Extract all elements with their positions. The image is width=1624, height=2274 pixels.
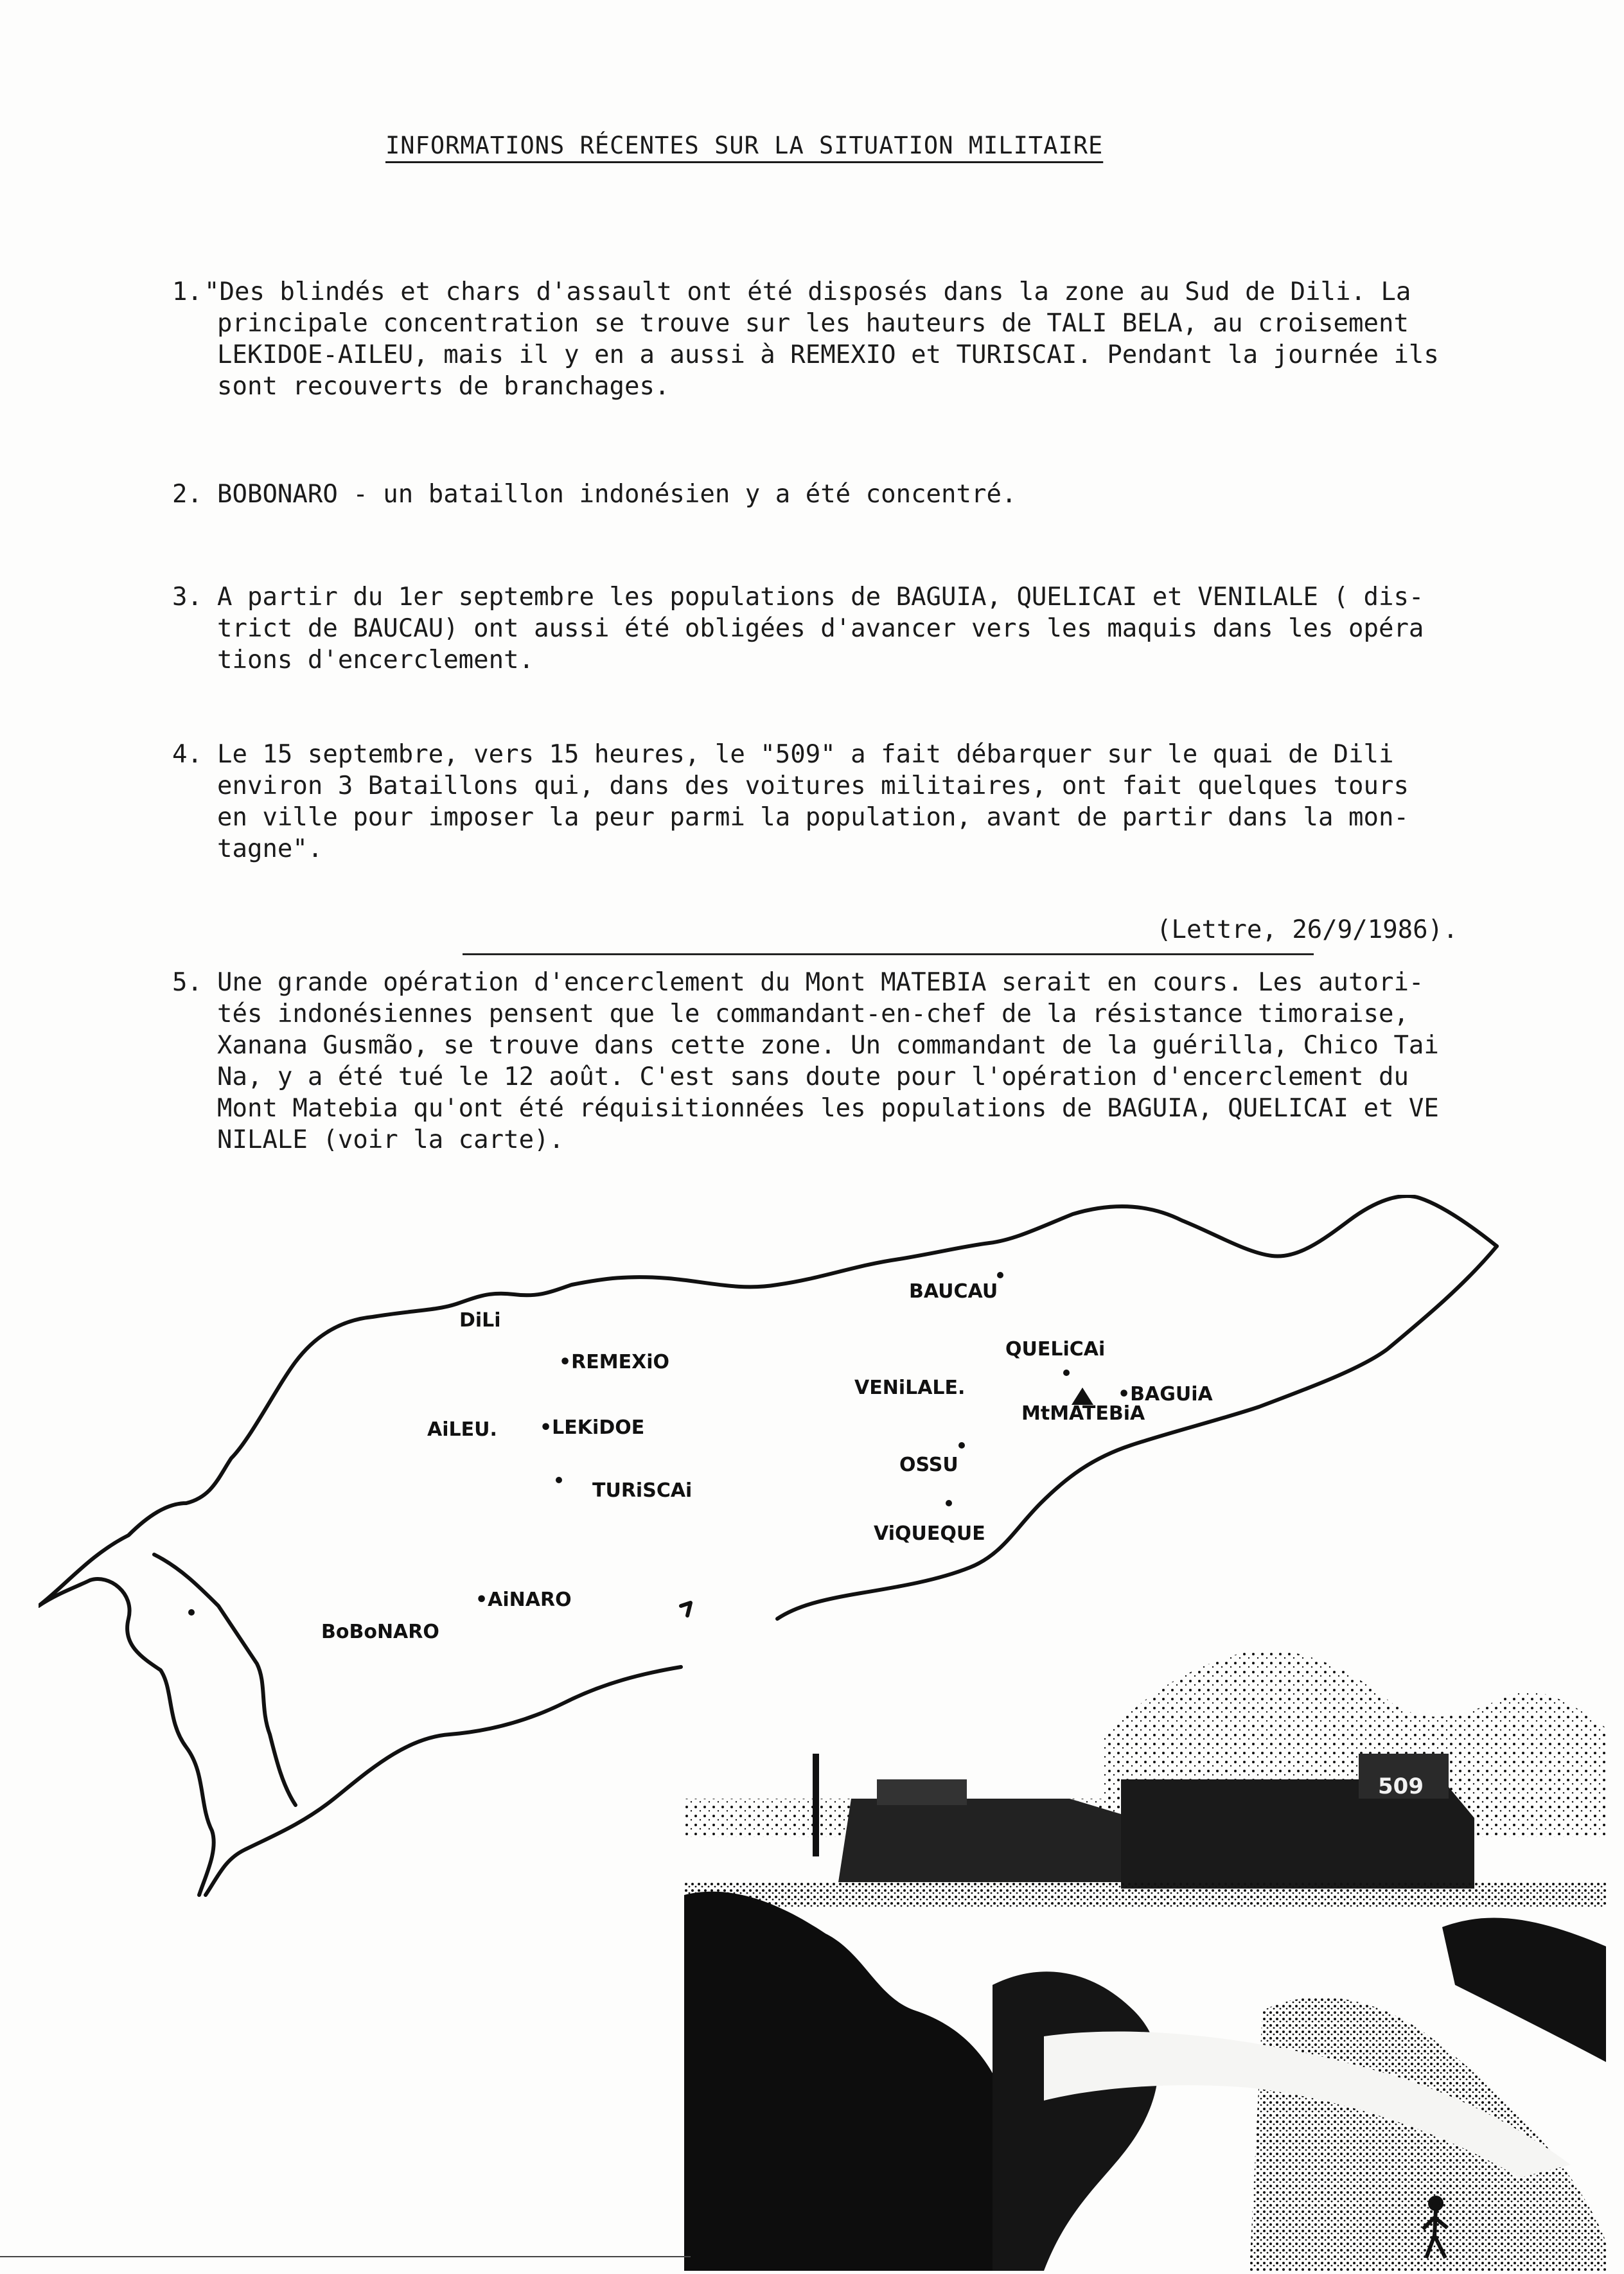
paragraph-line: sont recouverts de branchages.: [217, 372, 670, 401]
paragraph-line: principale concentration se trouve sur les hauteurs de TALI BELA, au croisement: [217, 309, 1409, 338]
town-dot: [997, 1272, 1003, 1278]
paragraph-line: tés indonésiennes pensent que le commandant-en-chef de la résistance timoraise,: [217, 1000, 1409, 1028]
paragraph-3: [172, 581, 1424, 676]
town-dot: [1063, 1370, 1070, 1376]
ship-hull-left: [838, 1799, 1134, 1882]
paragraph-line: environ 3 Bataillons qui, dans des voitures militaires, ont fait quelques tours: [217, 771, 1409, 800]
south-coastline-west: [206, 1667, 681, 1895]
map-label-dili: DiLi: [459, 1309, 501, 1332]
map-label-bobonaro: BoBoNARO: [321, 1621, 439, 1643]
paragraph-line: Le 15 septembre, vers 15 heures, le "509" a fait débarquer sur le quai de Dili: [217, 740, 1394, 769]
paragraph-line: Mont Matebia qu'ont été réquisitionnées les populations de BAGUIA, QUELICAI et VE: [217, 1094, 1439, 1123]
paragraph-line: tions d'encerclement.: [217, 646, 534, 674]
bottom-edge-line: [0, 2256, 691, 2257]
map-label-viqueque: ViQUEQUE: [874, 1522, 985, 1545]
map-label-ainaro: •AiNARO: [475, 1589, 572, 1611]
paragraph-number: 2.: [172, 480, 202, 509]
map-label-remexio: •REMEXiO: [559, 1351, 670, 1373]
paragraph-line: en ville pour imposer la peur parmi la population, avant de partir dans la mon-: [217, 803, 1409, 832]
paragraph-line: tagne".: [217, 834, 323, 863]
town-dot: [958, 1442, 965, 1449]
map-label-venilale: VENiLALE.: [854, 1377, 966, 1399]
signature: (Lettre, 26/9/1986).: [1156, 915, 1458, 944]
map-label-lekidoe: •LEKiDOE: [540, 1416, 645, 1439]
map-label-baucau: BAUCAU: [909, 1280, 998, 1303]
paragraph-line: LEKIDOE-AILEU, mais il y en a aussi à REMEXIO et TURISCAI. Pendant la journée ils: [217, 340, 1439, 369]
ship-mast: [813, 1754, 819, 1856]
map-label-ossu: OSSU: [899, 1454, 958, 1476]
map-label-aileu: AiLEU.: [427, 1418, 497, 1441]
map-mark: [681, 1603, 691, 1616]
paragraph-line: NILALE (voir la carte).: [217, 1125, 565, 1154]
paragraph-line: A partir du 1er septembre les populations de BAGUIA, QUELICAI et VENILALE ( dis-: [217, 583, 1424, 612]
map-label-mt-matebia: MtMATEBiA: [1021, 1402, 1145, 1425]
paragraph-number: 5.: [172, 968, 202, 997]
paragraph-line: BOBONARO - un bataillon indonésien y a été concentré.: [217, 480, 1017, 509]
page-title: INFORMATIONS RÉCENTES SUR LA SITUATION MILITAIRE: [385, 132, 1104, 159]
paragraph-1: [172, 276, 1439, 402]
paragraph-line: trict de BAUCAU) ont aussi été obligées d'avancer vers les maquis dans les opéra: [217, 614, 1424, 643]
paragraph-line: Na, y a été tué le 12 août. C'est sans doute pour l'opération d'encerclement du: [217, 1062, 1409, 1091]
quay: [684, 1882, 1606, 1908]
town-dot: [556, 1477, 562, 1483]
paragraph-line: Xanana Gusmão, se trouve dans cette zone. Un commandant de la guérilla, Chico Tai: [217, 1031, 1439, 1060]
paragraph-line: Une grande opération d'encerclement du Mont MATEBIA serait en cours. Les autori-: [217, 968, 1424, 997]
paragraph-number: 1.: [172, 278, 202, 306]
divider-line: [463, 953, 1314, 955]
town-dot: [188, 1609, 195, 1616]
map-label-baguia: •BAGUiA: [1118, 1383, 1213, 1406]
harbor-photo: [684, 1651, 1606, 2271]
paragraph-line: "Des blindés et chars d'assault ont été disposés dans la zone au Sud de Dili. La: [204, 278, 1411, 306]
paragraph-4: [172, 739, 1409, 865]
town-dot: [946, 1500, 952, 1506]
south-coastline-east: [777, 1246, 1497, 1619]
paragraph-number: 3.: [172, 583, 202, 612]
map-label-quelicai: QUELiCAi: [1005, 1338, 1106, 1361]
ship-number: 509: [1378, 1774, 1424, 1799]
paragraph-5: [172, 967, 1439, 1156]
paragraph-number: 4.: [172, 740, 202, 769]
map-label-turiscai: TURiSCAi: [592, 1479, 693, 1502]
western-border: [39, 1579, 214, 1895]
inland-border: [154, 1555, 296, 1805]
paragraph-2: [172, 479, 1016, 510]
